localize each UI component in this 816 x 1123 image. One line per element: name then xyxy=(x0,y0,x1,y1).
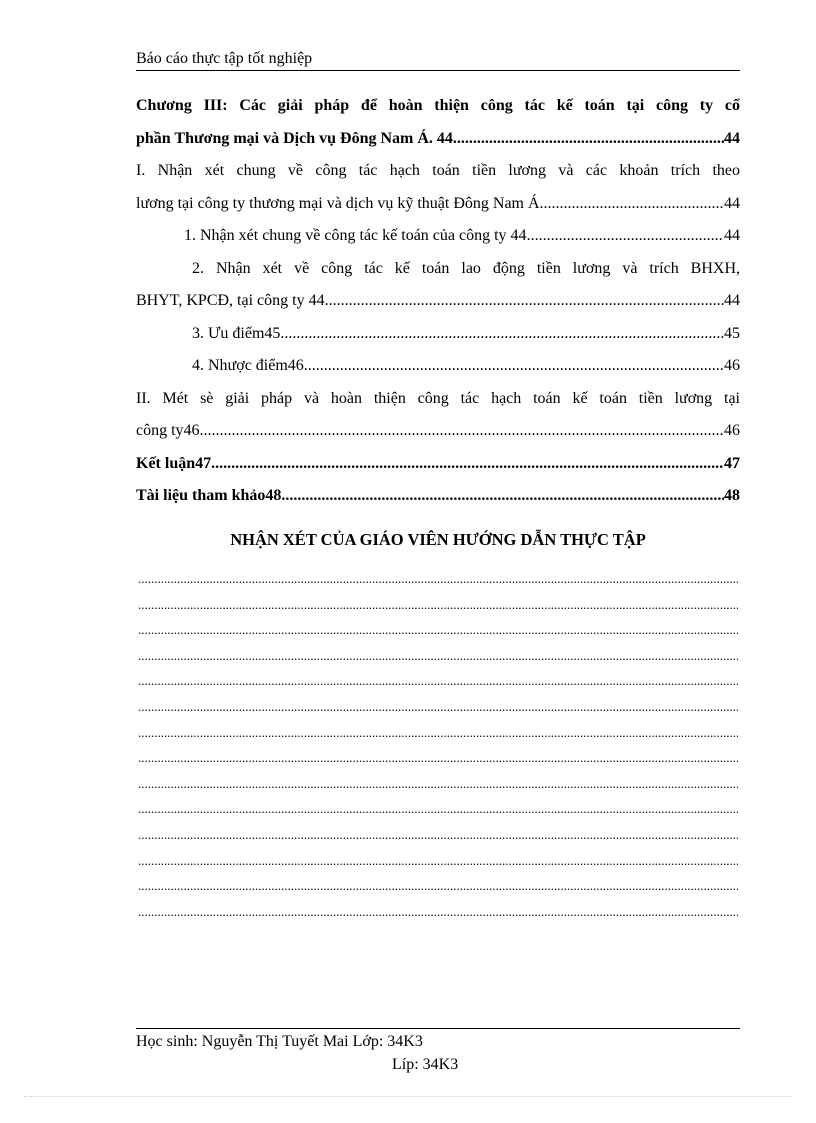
toc-item2-page: 44 xyxy=(724,292,740,309)
page-bottom-border xyxy=(24,1096,792,1097)
toc-section2-line2 xyxy=(136,415,740,448)
evaluation-title: NHẬN XÉT CỦA GIÁO VIÊN HƯỚNG DẪN THỰC TẬP xyxy=(230,530,646,549)
toc-section1-text: lương tại công ty thương mại và dịch vụ kỹ thuật Đông Nam Á xyxy=(136,194,540,212)
toc-item4-page: 46 xyxy=(724,357,740,374)
running-header: Báo cáo thực tập tốt nghiệp xyxy=(136,50,740,71)
footer-student-line: Học sinh: Nguyễn Thị Tuyết Mai Lớp: 34K3 xyxy=(136,1033,423,1050)
toc-item3-page: 45 xyxy=(724,324,740,342)
dotted-line xyxy=(138,796,738,822)
dot-leader xyxy=(281,480,724,513)
toc-item1 xyxy=(136,220,740,253)
toc-conclusion-page: 47 xyxy=(724,454,740,472)
dotted-line xyxy=(138,643,738,669)
toc-section2-page: 46 xyxy=(724,422,740,439)
footer-class-line: Líp: 34K3 xyxy=(392,1056,459,1073)
dot-leader xyxy=(304,350,724,383)
dotted-line xyxy=(138,873,738,899)
toc-section2-line1: II. Mét sè giải pháp và hoàn thiện công tác hạch toán kế toán tiền lương tại xyxy=(136,389,740,407)
dotted-line xyxy=(138,566,738,592)
toc-references xyxy=(136,480,740,513)
toc-item4-text: 4. Nhược điểm46 xyxy=(192,357,304,374)
toc-conclusion-text: Kết luận47 xyxy=(136,454,212,472)
dot-leader xyxy=(200,415,724,448)
toc-section1-page: 44 xyxy=(724,194,740,212)
footer-rule xyxy=(136,1028,740,1029)
toc-section1-line2 xyxy=(136,188,740,221)
toc-chapter3-line1: Chương III: Các giải pháp để hoàn thiện công tác kế toán tại công ty cổ xyxy=(136,97,740,114)
toc-item1-text: 1. Nhận xét chung về công tác kế toán của công ty 44 xyxy=(184,227,527,244)
toc-section2-text: công ty46 xyxy=(136,422,200,439)
dot-leader xyxy=(211,448,724,481)
toc-section1-line1: I. Nhận xét chung về công tác hạch toán tiền lương và các khoản trích theo xyxy=(136,162,740,179)
toc-chapter3-text: phần Thương mại và Dịch vụ Đông Nam Á. 44 xyxy=(136,129,453,147)
dotted-line xyxy=(138,822,738,848)
dotted-line xyxy=(138,745,738,771)
dotted-line xyxy=(138,668,738,694)
toc-item4 xyxy=(136,350,740,383)
toc-conclusion xyxy=(136,448,740,481)
toc-item3-text: 3. Ưu điểm45 xyxy=(192,324,281,342)
toc-item3 xyxy=(136,318,740,351)
toc-item2-line1: 2. Nhận xét về công tác kế toán lao động tiền lương và trích BHXH, xyxy=(192,259,740,277)
toc-chapter3-line2 xyxy=(136,123,740,156)
toc-item1-page: 44 xyxy=(724,227,740,244)
table-of-contents xyxy=(136,90,740,513)
dotted-line xyxy=(138,899,738,925)
toc-references-page: 48 xyxy=(724,487,740,504)
evaluation-dotted-lines xyxy=(138,566,738,924)
dotted-line xyxy=(138,848,738,874)
toc-item2-text: BHYT, KPCĐ, tại công ty 44 xyxy=(136,292,325,309)
dot-leader xyxy=(540,188,724,221)
dotted-line xyxy=(138,617,738,643)
dot-leader xyxy=(325,285,724,318)
dotted-line xyxy=(138,720,738,746)
toc-chapter3-page: 44 xyxy=(724,129,740,147)
dotted-line xyxy=(138,592,738,618)
toc-references-text: Tài liệu tham khảo48 xyxy=(136,487,282,504)
dotted-line xyxy=(138,694,738,720)
dotted-line xyxy=(138,771,738,797)
dot-leader xyxy=(280,318,724,351)
dot-leader xyxy=(527,220,724,253)
toc-item2-line2 xyxy=(136,285,740,318)
dot-leader xyxy=(453,123,724,156)
